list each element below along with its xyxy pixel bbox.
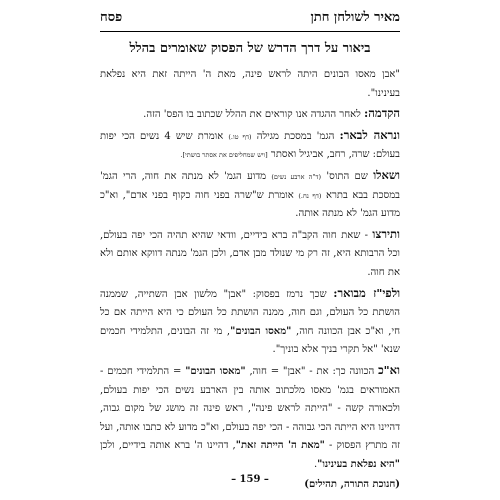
paragraph-hint xyxy=(100,284,400,360)
verse-quote: "אבן מאסו הבונים היתה לראש פינה, מאת ה' הייתה זאת היא נפלאת בעינינו". xyxy=(100,69,400,99)
conclusion-text-1: הכוונה כך: את - "אבן" = חוה, xyxy=(249,365,375,377)
hint-label: ולפי"ז מבואר: xyxy=(333,285,401,300)
header-rule xyxy=(100,31,400,32)
intro-text: לאחר ההגדה אנו קוראים את ההלל שכתוב בו הפס' הזה. xyxy=(143,109,361,121)
intro-label: הקדמה: xyxy=(364,106,400,121)
explain-text-1: הגמ' במסכת מגילה xyxy=(256,130,335,142)
conclusion-label: וא"כ xyxy=(378,362,401,377)
paragraph-intro xyxy=(100,104,400,125)
paragraph-answer xyxy=(100,225,400,283)
question-label: ושאלו xyxy=(373,167,400,182)
explain-ref-1: (דף טו.) xyxy=(228,132,252,141)
explain-text-2: אומרת שיש 4 נשים הכי יפות בעולם: שרה, רחב, אביגיל ואסתר xyxy=(100,130,400,161)
article-body xyxy=(100,66,400,496)
explain-ref-2: [ויש שמחליפים את אסתר בושתי]. xyxy=(180,151,268,160)
hint-text-2: , מי זה הבונים, התלמידי חכמים שנא' "אל תקרי בניך אלא בוניך". xyxy=(100,325,400,356)
explain-label: ונראה לבאר: xyxy=(339,127,400,142)
conclusion-text-2: = התלמידי חכמים - האמוראים בגמ' מאסו מלכתוב אותה בין הארבע נשים הכי יפות בעולם, ולכאורה קשה - "הייתה לראש פינה", ראש פינה זה מושג של מקום גבוה, דהיינו היא הייתה הכי גבוהה - הכי יפה בעולם, וא"כ מדוע לא כתבו אותה, ועל זה מתרץ הפסוק - xyxy=(100,365,400,452)
conclusion-quote-1: "מאסו הבונים" xyxy=(185,365,246,377)
paragraph-question xyxy=(100,166,400,224)
source-citation: (חנוכת התורה, תהילים) xyxy=(304,479,400,491)
hint-text-1: שכך נרמז בפסוק: "אבן" מלשון אבן השתייה, שממנה הושתת כל העולם, וגם חוה, ממנה הושתת כל העולם כי היא הייתה אם כל חי, וא"כ אבן הכוונה חוה, xyxy=(100,288,400,337)
hint-quote-1: "מאסו הבונים" xyxy=(230,325,292,337)
conclusion-quote-2: "מאת ה' הייתה זאת" xyxy=(235,440,325,452)
conclusion-text-3: , דהיינו ה' ברא אותה בידיים, ולכן xyxy=(100,440,236,452)
conclusion-text-4: . xyxy=(313,458,318,470)
question-ref-2: (דף נח.) xyxy=(298,191,322,200)
answer-text: - שאת חוה הקב"ה ברא בידיים, וודאי שהיא תהיה הכי יפה בעולם, וכל הרבותא היא, זה רק מי שנולד מבן אדם, ולכן הגמ' מנתה דווקא אותם ולא את חוה. xyxy=(100,229,400,278)
page-number: – 159 – xyxy=(231,474,269,485)
article-heading: ביאור על דרך הדרש של הפסוק שאומרים בהלל xyxy=(129,41,371,56)
question-text-2: מדוע הגמ' לא מנתה את חוה, הרי הגמ' במסכת בבא בתרא xyxy=(100,170,400,201)
question-text-3: אומרת ש"שרה בפני חוה כקוף בפני אדם", וא"כ מדוע הגמ' לא מנתה אותה. xyxy=(100,189,400,220)
section-name: פסח xyxy=(100,10,123,25)
book-title: מאיר לשולחן חתן xyxy=(310,10,400,25)
paragraph-explain xyxy=(100,126,400,165)
answer-label: ותירצו xyxy=(372,226,400,241)
question-ref-1: (ד"ה ארבע נשים) xyxy=(271,172,322,181)
paragraph-conclusion xyxy=(100,361,400,475)
question-text-1: שם התוס' xyxy=(326,170,368,182)
conclusion-quote-3: "היא נפלאת בעינינו" xyxy=(317,458,400,470)
running-header xyxy=(100,9,400,29)
